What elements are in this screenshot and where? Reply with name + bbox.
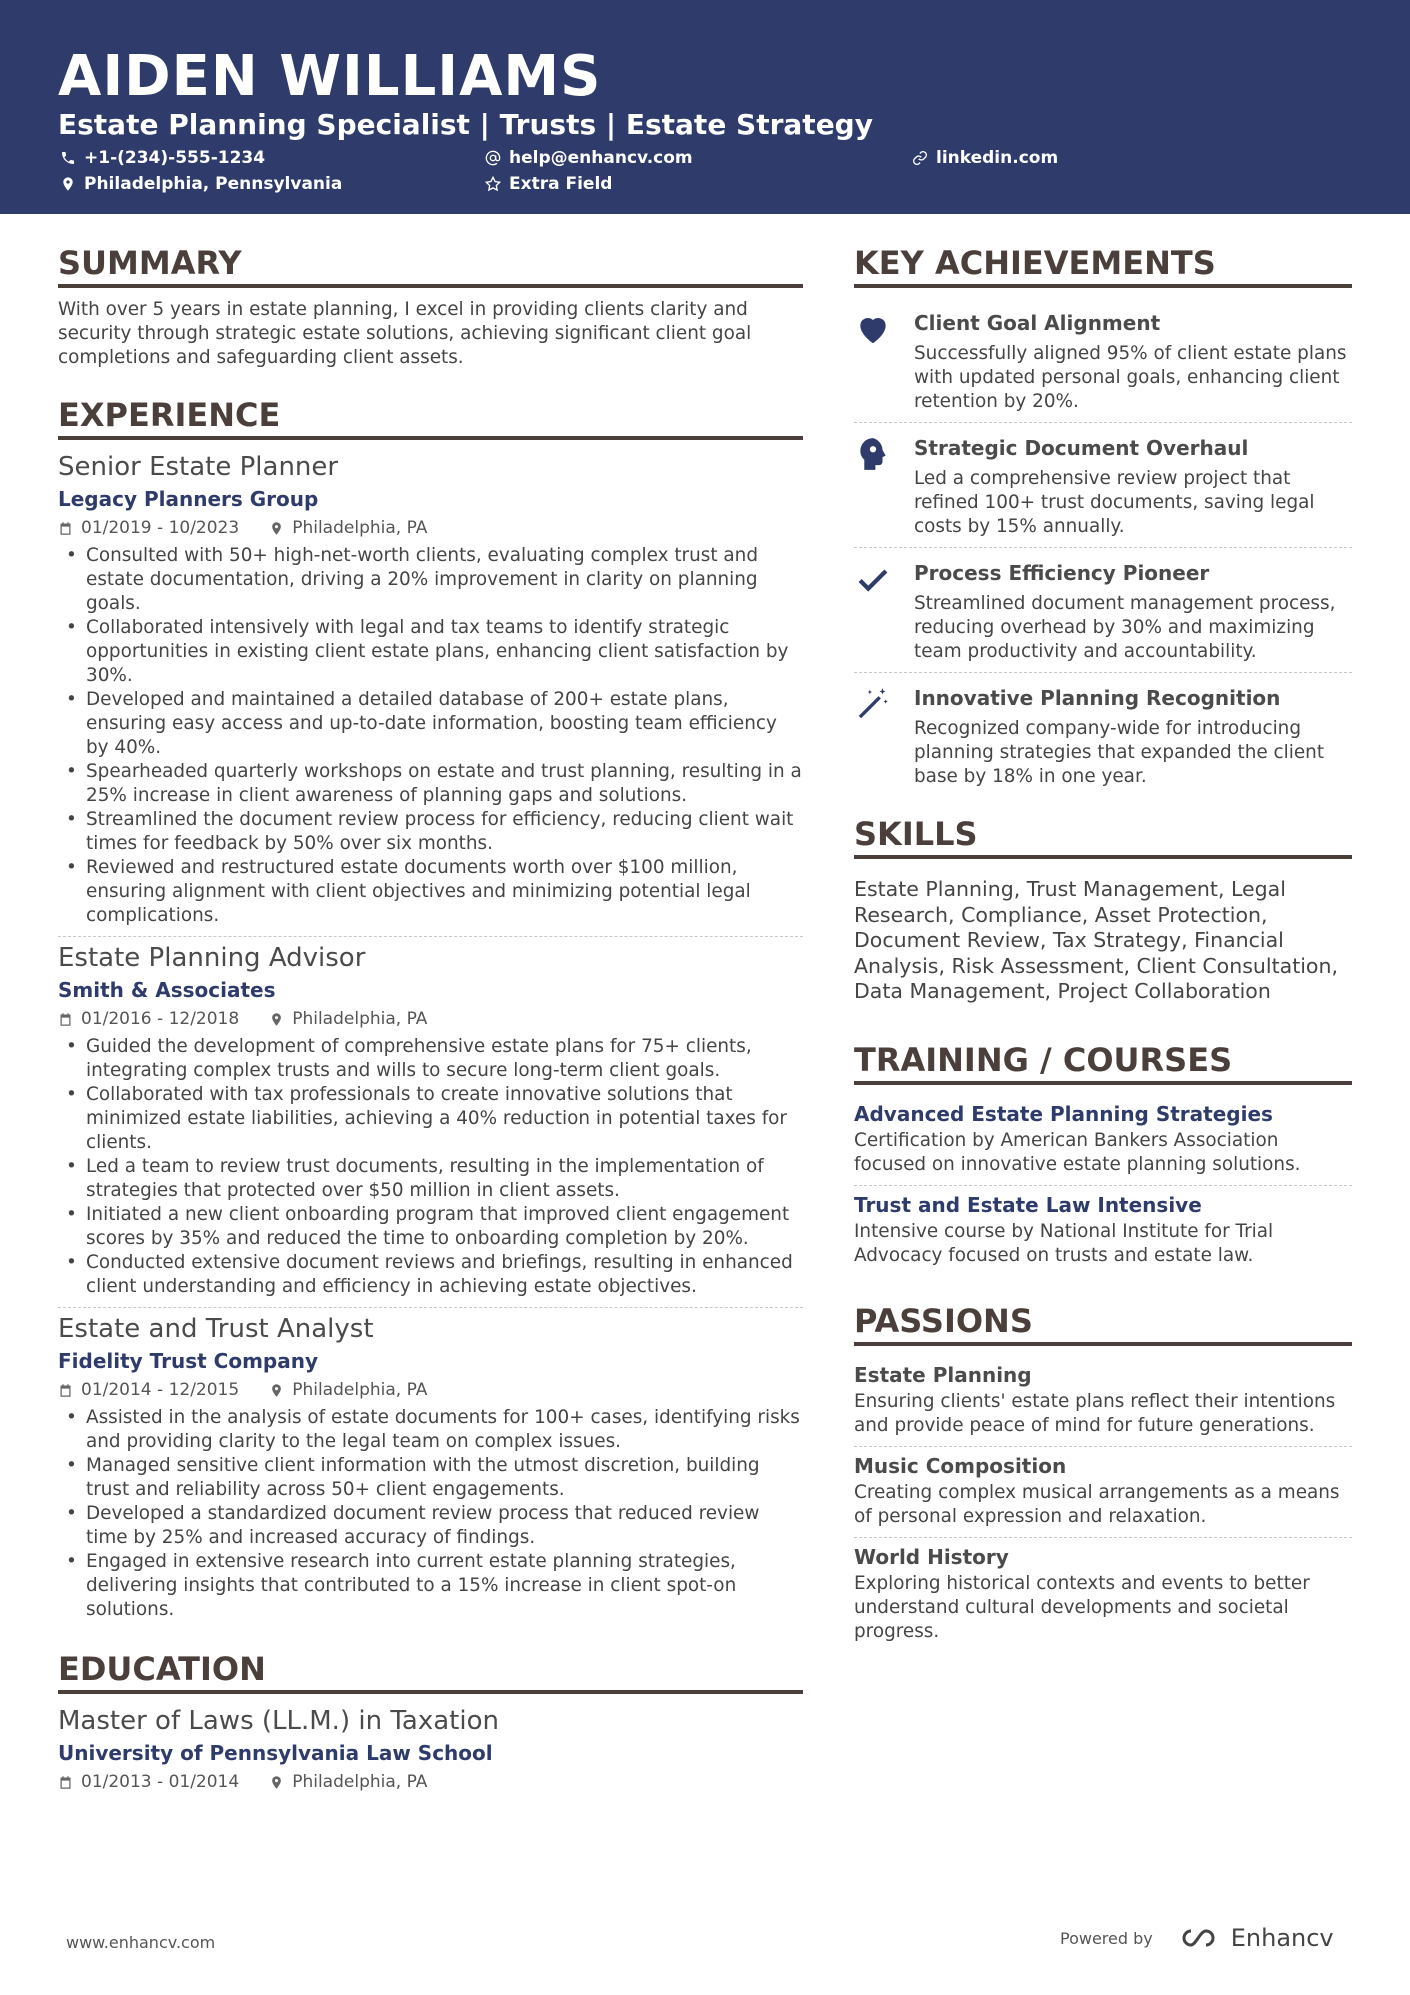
job-company: Smith & Associates — [58, 978, 276, 1002]
location-pin-icon — [60, 176, 76, 192]
achievements-heading: KEY ACHIEVEMENTS — [854, 244, 1352, 288]
bullet-item: • Led a team to review trust documents, resulting in the implementation of strategies that protected over $50 million in client assets. — [58, 1155, 803, 1203]
left-column — [58, 244, 803, 1796]
job-company: Legacy Planners Group — [58, 487, 319, 511]
calendar-icon — [58, 1383, 73, 1398]
head-icon — [854, 435, 892, 473]
achievement-item — [854, 423, 1352, 548]
job-meta — [58, 1005, 803, 1033]
website-text: linkedin.com — [936, 148, 1059, 168]
bullet-item: • Managed sensitive client information with the utmost discretion, building trust and reliability across 50+ client engagements. — [58, 1454, 803, 1502]
phone-icon — [60, 150, 76, 166]
divider — [58, 936, 803, 937]
location-pin-icon — [269, 1012, 284, 1027]
bullet-item: • Developed a standardized document review process that reduced review time by 25% and increased accuracy of findings. — [58, 1502, 803, 1550]
bullet-item: • Conducted extensive document reviews and briefings, resulting in enhanced client understanding and efficiency in achieving estate objectives. — [58, 1251, 803, 1299]
passion-text: Exploring historical contexts and events to better understand cultural developments and societal progress. — [854, 1572, 1310, 1642]
contact-website[interactable] — [912, 148, 1058, 168]
job-meta — [58, 1376, 803, 1404]
bullet-item: • Assisted in the analysis of estate documents for 100+ cases, identifying risks and providing clarity to the legal team on complex issues. — [58, 1406, 803, 1454]
heart-icon — [854, 310, 892, 348]
summary-section — [58, 244, 803, 370]
contact-phone[interactable] — [60, 148, 265, 168]
experience-heading: EXPERIENCE — [58, 396, 803, 440]
job-company: Fidelity Trust Company — [58, 1349, 318, 1373]
skills-text: Estate Planning, Trust Management, Legal Research, Compliance, Asset Protection, Document Review, Tax Strategy, Financial Analysis, Risk Assessment, Client Consultation, Data Management, Project Collaboration — [854, 877, 1338, 1003]
education-heading: EDUCATION — [58, 1650, 803, 1694]
job-entry — [58, 941, 803, 1299]
enhancv-logo-icon — [1179, 1925, 1225, 1951]
brand-name: Enhancv — [1230, 1924, 1334, 1952]
achievement-title: Client Goal Alignment — [914, 311, 1161, 335]
bullet-item: • Developed and maintained a detailed database of 200+ estate plans, ensuring easy access and up-to-date information, boosting team efficiency by 40%. — [58, 688, 803, 760]
job-role: Estate and Trust Analyst — [58, 1314, 374, 1344]
bullet-item: • Engaged in extensive research into current estate planning strategies, delivering insights that contributed to a 15% increase in client spot-on solutions. — [58, 1550, 803, 1622]
bullet-item: • Collaborated with tax professionals to create innovative solutions that minimized estate liabilities, achieving a 40% reduction in potential taxes for clients. — [58, 1083, 803, 1155]
job-entry — [58, 1312, 803, 1622]
achievement-item — [854, 548, 1352, 673]
training-heading: TRAINING / COURSES — [854, 1041, 1352, 1085]
extra-field-text: Extra Field — [509, 174, 613, 194]
job-bullets — [58, 544, 803, 928]
job-location: Philadelphia, PA — [292, 1009, 428, 1029]
achievement-item — [854, 673, 1352, 797]
achievement-title: Innovative Planning Recognition — [914, 686, 1281, 710]
summary-text: With over 5 years in estate planning, I excel in providing clients clarity and security through strategic estate solutions, achieving significant client goal completions and safeguarding client assets. — [58, 299, 752, 368]
achievement-title: Process Efficiency Pioneer — [914, 561, 1210, 585]
skills-section — [854, 815, 1352, 1005]
job-bullets — [58, 1035, 803, 1299]
location-pin-icon — [269, 521, 284, 536]
training-section — [854, 1041, 1352, 1276]
footer-branding — [1060, 1924, 1334, 1952]
passion-text: Ensuring clients' estate plans reflect their intentions and provide peace of mind for future generations. — [854, 1390, 1336, 1436]
bullet-item: • Consulted with 50+ high-net-worth clients, evaluating complex trust and estate documentation, driving a 20% improvement in clarity on planning goals. — [58, 544, 803, 616]
email-text: help@enhancv.com — [509, 148, 693, 168]
passion-text: Creating complex musical arrangements as a means of personal expression and relaxation. — [854, 1481, 1340, 1527]
course-item — [854, 1186, 1352, 1276]
education-school: University of Pennsylvania Law School — [58, 1741, 493, 1765]
location-text: Philadelphia, Pennsylvania — [84, 174, 343, 194]
brand-logo[interactable] — [1179, 1924, 1334, 1952]
job-meta — [58, 514, 803, 542]
course-item — [854, 1095, 1352, 1186]
course-text: Certification by American Bankers Association focused on innovative estate planning solutions. — [854, 1129, 1301, 1175]
job-dates: 01/2014 - 12/2015 — [81, 1380, 240, 1400]
contact-extra — [485, 174, 612, 194]
education-dates: 01/2013 - 01/2014 — [81, 1772, 240, 1792]
achievements-section — [854, 244, 1352, 797]
passion-item — [854, 1447, 1352, 1538]
job-dates: 01/2016 - 12/2018 — [81, 1009, 240, 1029]
resume-header — [0, 0, 1410, 214]
bullet-item: • Spearheaded quarterly workshops on estate and trust planning, resulting in a 25% increase in client awareness of planning gaps and solutions. — [58, 760, 803, 808]
footer-website[interactable]: www.enhancv.com — [66, 1933, 216, 1952]
magic-wand-icon — [854, 685, 892, 723]
contact-location — [60, 174, 342, 194]
job-location: Philadelphia, PA — [292, 1380, 428, 1400]
course-text: Intensive course by National Institute for Trial Advocacy focused on trusts and estate law. — [854, 1220, 1274, 1266]
star-icon — [485, 176, 501, 192]
passion-title: Music Composition — [854, 1453, 1067, 1478]
education-section — [58, 1650, 803, 1796]
achievement-text: Led a comprehensive review project that refined 100+ trust documents, saving legal costs by 15% annually. — [914, 468, 1315, 537]
skills-heading: SKILLS — [854, 815, 1352, 859]
calendar-icon — [58, 521, 73, 536]
location-pin-icon — [269, 1775, 284, 1790]
bullet-item: • Guided the development of comprehensive estate plans for 75+ clients, integrating complex trusts and wills to secure long-term client goals. — [58, 1035, 803, 1083]
passion-item — [854, 1538, 1352, 1652]
calendar-icon — [58, 1775, 73, 1790]
candidate-name: AIDEN WILLIAMS — [58, 44, 602, 109]
job-role: Senior Estate Planner — [58, 452, 339, 482]
bullet-item: • Reviewed and restructured estate documents worth over $100 million, ensuring alignment with client objectives and minimizing potential legal complications. — [58, 856, 803, 928]
achievement-text: Streamlined document management process, reducing overhead by 30% and maximizing team productivity and accountability. — [914, 593, 1336, 662]
summary-heading: SUMMARY — [58, 244, 803, 288]
experience-section — [58, 396, 803, 1622]
passions-section — [854, 1302, 1352, 1652]
calendar-icon — [58, 1012, 73, 1027]
passion-title: Estate Planning — [854, 1362, 1032, 1387]
candidate-title: Estate Planning Specialist | Trusts | Estate Strategy — [58, 108, 873, 141]
course-title: Trust and Estate Law Intensive — [854, 1192, 1202, 1217]
passion-item — [854, 1356, 1352, 1447]
passions-heading: PASSIONS — [854, 1302, 1352, 1346]
contact-email[interactable] — [485, 148, 693, 168]
achievement-text: Successfully aligned 95% of client estate plans with updated personal goals, enhancing client retention by 20%. — [914, 343, 1347, 412]
powered-by-text: Powered by — [1060, 1928, 1153, 1948]
job-bullets — [58, 1406, 803, 1622]
education-location: Philadelphia, PA — [292, 1772, 428, 1792]
achievement-item — [854, 298, 1352, 423]
bullet-item: • Streamlined the document review process for efficiency, reducing client wait times for feedback by 50% over six months. — [58, 808, 803, 856]
link-icon — [912, 150, 928, 166]
location-pin-icon — [269, 1383, 284, 1398]
divider — [58, 1307, 803, 1308]
achievement-text: Recognized company-wide for introducing planning strategies that expanded the client base by 18% in one year. — [914, 718, 1325, 787]
checkmark-icon — [854, 560, 892, 598]
course-title: Advanced Estate Planning Strategies — [854, 1101, 1273, 1126]
job-location: Philadelphia, PA — [292, 518, 428, 538]
education-meta — [58, 1768, 803, 1796]
achievement-title: Strategic Document Overhaul — [914, 436, 1249, 460]
phone-text: +1-(234)-555-1234 — [84, 148, 266, 168]
at-icon — [485, 150, 501, 166]
passion-title: World History — [854, 1544, 1009, 1569]
job-role: Estate Planning Advisor — [58, 943, 366, 973]
job-dates: 01/2019 - 10/2023 — [81, 518, 240, 538]
job-entry — [58, 450, 803, 928]
bullet-item: • Initiated a new client onboarding program that improved client engagement scores by 35% and reduced the time to onboarding completion by 20%. — [58, 1203, 803, 1251]
bullet-item: • Collaborated intensively with legal and tax teams to identify strategic opportunities in existing client estate plans, enhancing client satisfaction by 30%. — [58, 616, 803, 688]
education-degree: Master of Laws (LL.M.) in Taxation — [58, 1706, 499, 1736]
right-column — [854, 244, 1352, 1652]
